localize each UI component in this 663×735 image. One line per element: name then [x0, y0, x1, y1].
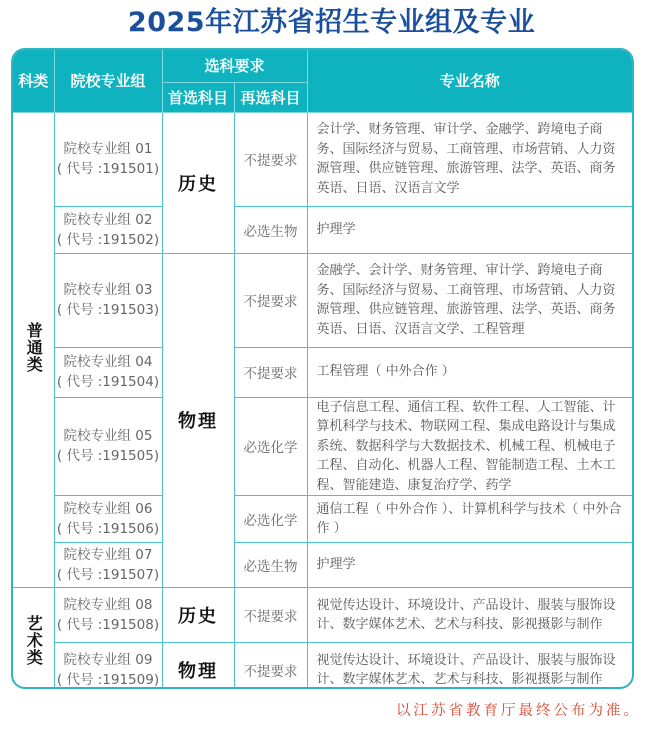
table-row — [13, 253, 632, 347]
group-name: 院校专业组 04 — [63, 354, 153, 370]
table-row — [13, 588, 632, 643]
table-row — [13, 347, 632, 397]
majors-list: 护理学 — [307, 543, 632, 588]
majors-list: 电子信息工程、通信工程、软件工程、人工智能、计算机科学与技术、物联网工程、集成电路设计与集成系统、数据科学与大数据技术、机械工程、机械电子工程、自动化、机器人工程、智能制造工程、土木工程、智能建造、康复治疗学、药学 — [307, 397, 632, 496]
group-code: ( 代号 :191503) — [56, 302, 160, 318]
group-name: 院校专业组 09 — [63, 652, 153, 669]
group-code: ( 代号 :191501) — [56, 161, 160, 177]
group-cell — [54, 397, 162, 496]
category-general: 普通类 — [13, 112, 54, 588]
group-cell — [54, 253, 162, 347]
group-name: 院校专业组 02 — [63, 211, 153, 228]
group-code: ( 代号 :191509) — [56, 672, 160, 689]
group-code: ( 代号 :191502) — [56, 231, 160, 248]
group-cell — [54, 543, 162, 588]
group-name: 院校专业组 01 — [63, 141, 153, 157]
second-subject: 必选生物 — [234, 206, 307, 253]
group-cell — [54, 206, 162, 253]
table-row — [13, 543, 632, 588]
group-cell — [54, 347, 162, 397]
first-subject-history: 历史 — [162, 588, 234, 643]
second-subject: 不提要求 — [234, 253, 307, 347]
group-cell — [54, 112, 162, 206]
majors-list: 护理学 — [307, 206, 632, 253]
disclaimer-note: 以江苏省教育厅最终公布为准。 — [396, 703, 641, 719]
majors-list: 通信工程（ 中外合作 ）、计算机科学与技术（ 中外合作 ） — [307, 496, 632, 543]
second-subject: 不提要求 — [234, 588, 307, 643]
group-cell — [54, 643, 162, 690]
header-second-subject: 再选科目 — [234, 82, 307, 112]
header-first-subject: 首选科目 — [162, 82, 234, 112]
second-subject: 必选化学 — [234, 496, 307, 543]
group-code: ( 代号 :191505) — [56, 448, 160, 465]
second-subject: 必选化学 — [234, 397, 307, 496]
group-cell — [54, 588, 162, 643]
table-row — [13, 496, 632, 543]
group-code: ( 代号 :191508) — [56, 617, 160, 633]
majors-list: 视觉传达设计、环境设计、产品设计、服装与服饰设计、数字媒体艺术、艺术与科技、影视摄影与制作 — [307, 588, 632, 643]
category-art: 艺术类 — [13, 588, 54, 690]
group-name: 院校专业组 08 — [63, 597, 153, 613]
header-group: 院校专业组 — [54, 50, 162, 112]
first-subject-history: 历史 — [162, 112, 234, 253]
group-code: ( 代号 :191506) — [56, 521, 160, 537]
group-name: 院校专业组 03 — [63, 282, 153, 298]
majors-list: 会计学、财务管理、审计学、金融学、跨境电子商务、国际经济与贸易、工商管理、市场营销、人力资源管理、供应链管理、旅游管理、法学、英语、商务英语、日语、汉语言文学 — [307, 112, 632, 206]
majors-table — [11, 48, 634, 689]
group-name: 院校专业组 07 — [63, 547, 153, 563]
first-subject-physics: 物理 — [162, 253, 234, 588]
table-row — [13, 206, 632, 253]
group-code: ( 代号 :191507) — [56, 567, 160, 583]
header-majors: 专业名称 — [307, 50, 632, 112]
table-row — [13, 397, 632, 496]
table-row — [13, 643, 632, 690]
majors-list: 视觉传达设计、环境设计、产品设计、服装与服饰设计、数字媒体艺术、艺术与科技、影视摄影与制作 — [307, 643, 632, 690]
majors-list: 工程管理（ 中外合作 ） — [307, 347, 632, 397]
header-category: 科类 — [13, 50, 54, 112]
second-subject: 不提要求 — [234, 347, 307, 397]
group-name: 院校专业组 05 — [63, 428, 153, 445]
group-code: ( 代号 :191504) — [56, 374, 160, 390]
group-cell — [54, 496, 162, 543]
table-row — [13, 112, 632, 206]
first-subject-physics: 物理 — [162, 643, 234, 690]
second-subject: 不提要求 — [234, 643, 307, 690]
header-requirements: 选科要求 — [162, 50, 307, 82]
second-subject: 必选生物 — [234, 543, 307, 588]
group-name: 院校专业组 06 — [63, 501, 153, 517]
page-title: 2025年江苏省招生专业组及专业 — [127, 7, 536, 38]
majors-list: 金融学、会计学、财务管理、审计学、跨境电子商务、国际经济与贸易、工商管理、市场营销、人力资源管理、供应链管理、旅游管理、法学、英语、商务英语、日语、汉语言文学、工程管理 — [307, 253, 632, 347]
second-subject: 不提要求 — [234, 112, 307, 206]
